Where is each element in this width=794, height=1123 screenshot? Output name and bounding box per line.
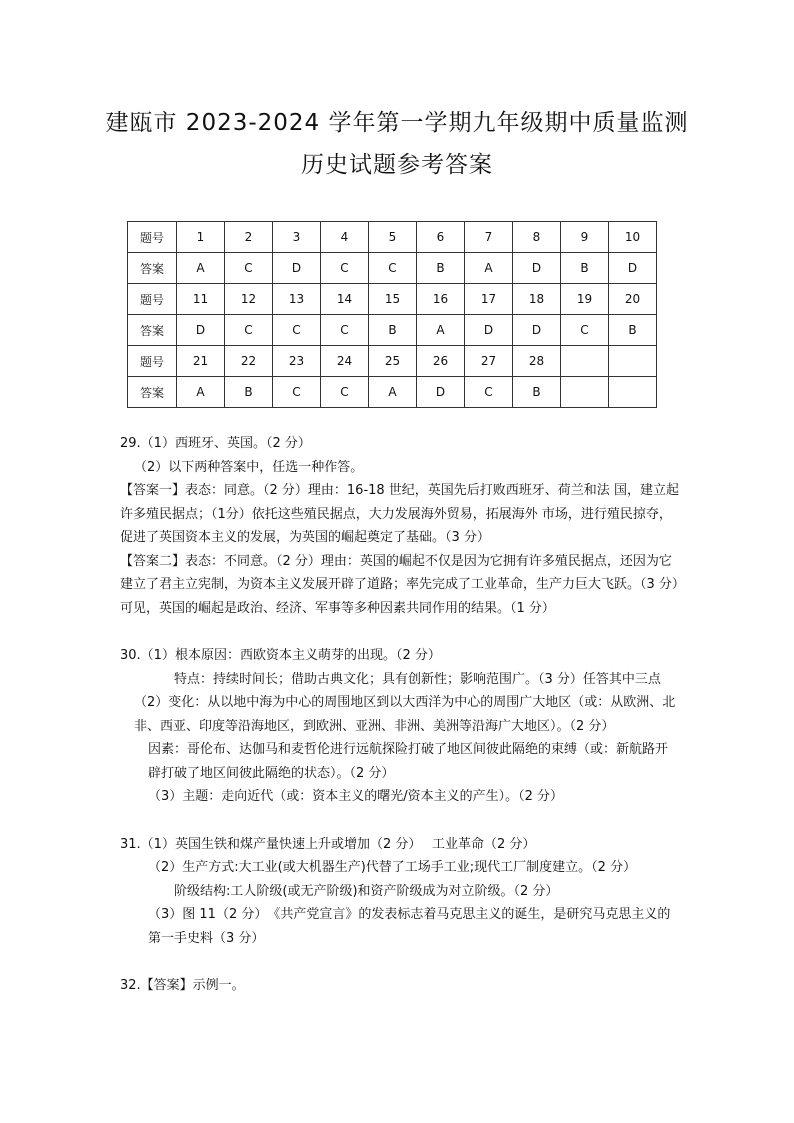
table-cell <box>561 377 609 408</box>
q30-part2-factors: 因素：哥伦布、达伽马和麦哲伦进行远航探险打破了地区间彼此隔绝的束缚（或：新航路开辟打破了地区间彼此隔绝的状态）。（2 分） <box>148 742 669 781</box>
q31-part2: （2）生产方式:大工业(或大机器生产)代替了工场手工业;现代工厂制度建立。（2 分） <box>148 860 637 875</box>
table-cell: 11 <box>177 284 225 315</box>
q30-part1: 30.（1）根本原因：西欧资本主义萌芽的出现。（2 分） <box>120 648 441 663</box>
table-row <box>128 253 657 284</box>
table-cell: 5 <box>369 222 417 253</box>
table-cell: C <box>225 315 273 346</box>
q30-part1-features: 特点：持续时间长；借助古典文化；具有创新性；影响范围广。（3 分）任答其中三点 <box>174 671 661 687</box>
table-cell: 10 <box>609 222 657 253</box>
table-row <box>128 346 657 377</box>
table-cell: 15 <box>369 284 417 315</box>
table-cell: 16 <box>417 284 465 315</box>
table-cell: C <box>465 377 513 408</box>
q30-part3: （3）主题：走向近代（或：资本主义的曙光/资本主义的产生）。（2 分） <box>148 789 564 804</box>
answer-table <box>127 221 657 408</box>
table-row-header: 答案 <box>128 377 177 408</box>
q31-part1: 31.（1）英国生铁和煤产量快速上升或增加（2 分） 工业革命（2 分） <box>120 836 536 852</box>
table-cell: 8 <box>513 222 561 253</box>
table-cell: C <box>273 315 321 346</box>
table-cell: C <box>561 315 609 346</box>
table-cell: A <box>417 315 465 346</box>
table-cell: 9 <box>561 222 609 253</box>
title-line-2: 历史试题参考答案 <box>301 152 493 178</box>
table-cell: D <box>513 253 561 284</box>
table-cell: C <box>225 253 273 284</box>
table-row <box>128 222 657 253</box>
table-cell: 26 <box>417 346 465 377</box>
table-cell: B <box>369 315 417 346</box>
q31-part2-class: 阶级结构:工人阶级(或无产阶级)和资产阶级成为对立阶级。（2 分） <box>174 883 559 899</box>
q29-part2: （2）以下两种答案中，任选一种作答。 <box>134 459 364 475</box>
table-cell: 3 <box>273 222 321 253</box>
table-cell: 25 <box>369 346 417 377</box>
table-row <box>128 315 657 346</box>
table-cell: 27 <box>465 346 513 377</box>
q32-answer: 32.【答案】示例一。 <box>120 978 245 993</box>
table-cell: B <box>609 315 657 346</box>
table-cell: D <box>417 377 465 408</box>
table-cell: 12 <box>225 284 273 315</box>
table-cell: 28 <box>513 346 561 377</box>
table-cell: A <box>177 377 225 408</box>
table-cell: 7 <box>465 222 513 253</box>
table-cell: 6 <box>417 222 465 253</box>
table-cell: C <box>369 253 417 284</box>
table-cell: B <box>417 253 465 284</box>
table-cell: 18 <box>513 284 561 315</box>
q29-answer-two: 【答案二】表态：不同意。（2 分）理由：英国的崛起不仅是因为它拥有许多殖民据点，还因为它建立了君主立宪制，为资本主义发展开辟了道路；率先完成了工业革命，生产力巨大飞跃。（3 分）可见，英国的崛起是政治、经济、军事等多种因素共同作用的结果。（1 分） <box>120 553 679 616</box>
table-cell: 24 <box>321 346 369 377</box>
table-cell: D <box>609 253 657 284</box>
table-cell: A <box>465 253 513 284</box>
table-cell: 4 <box>321 222 369 253</box>
table-cell: B <box>225 377 273 408</box>
q29-part1: 29.（1）西班牙、英国。（2 分） <box>120 436 311 451</box>
table-cell: A <box>369 377 417 408</box>
q29-answer-one: 【答案一】表态：同意。（2 分）理由：16-18 世纪，英国先后打败西班牙、荷兰和法 国，建立起许多殖民据点；（1分）依托这些殖民据点，大力发展海外贸易，拓展海外 市场，进行殖民掠夺，促进了英国资本主义的发展，为英国的崛起奠定了基础。（3 分） <box>120 483 679 545</box>
q31-part3: （3）图 11（2 分） 《共产党宣言》的发表标志着马克思主义的诞生，是研究马克思主义的第一手史料（3 分） <box>148 907 671 946</box>
q30-part2-change: （2）变化：从以地中海为中心的周围地区到以大西洋为中心的周围广大地区（或：从欧洲、北非、西亚、印度等沿海地区，到欧洲、亚洲、非洲、美洲等沿海广大地区）。（2 分） <box>134 695 676 734</box>
table-cell: 13 <box>273 284 321 315</box>
table-cell: 19 <box>561 284 609 315</box>
table-cell: 22 <box>225 346 273 377</box>
table-row-header: 题号 <box>128 346 177 377</box>
table-cell: 20 <box>609 284 657 315</box>
table-cell: D <box>177 315 225 346</box>
table-cell: D <box>465 315 513 346</box>
table-cell: 17 <box>465 284 513 315</box>
table-row-header: 答案 <box>128 253 177 284</box>
table-cell: D <box>513 315 561 346</box>
table-cell: C <box>321 253 369 284</box>
answer-body <box>120 432 680 998</box>
table-cell: 1 <box>177 222 225 253</box>
table-cell: C <box>273 377 321 408</box>
table-cell: A <box>177 253 225 284</box>
table-cell: 21 <box>177 346 225 377</box>
table-row-header: 题号 <box>128 284 177 315</box>
table-cell: D <box>273 253 321 284</box>
table-cell <box>609 346 657 377</box>
table-cell: B <box>513 377 561 408</box>
table-cell: 23 <box>273 346 321 377</box>
table-row-header: 答案 <box>128 315 177 346</box>
table-cell: B <box>561 253 609 284</box>
table-row <box>128 377 657 408</box>
table-cell <box>609 377 657 408</box>
table-cell: C <box>321 315 369 346</box>
title-line-1: 建瓯市 2023-2024 学年第一学期九年级期中质量监测 <box>105 110 689 136</box>
table-cell <box>561 346 609 377</box>
table-row <box>128 284 657 315</box>
table-row-header: 题号 <box>128 222 177 253</box>
table-cell: C <box>321 377 369 408</box>
table-cell: 2 <box>225 222 273 253</box>
table-cell: 14 <box>321 284 369 315</box>
